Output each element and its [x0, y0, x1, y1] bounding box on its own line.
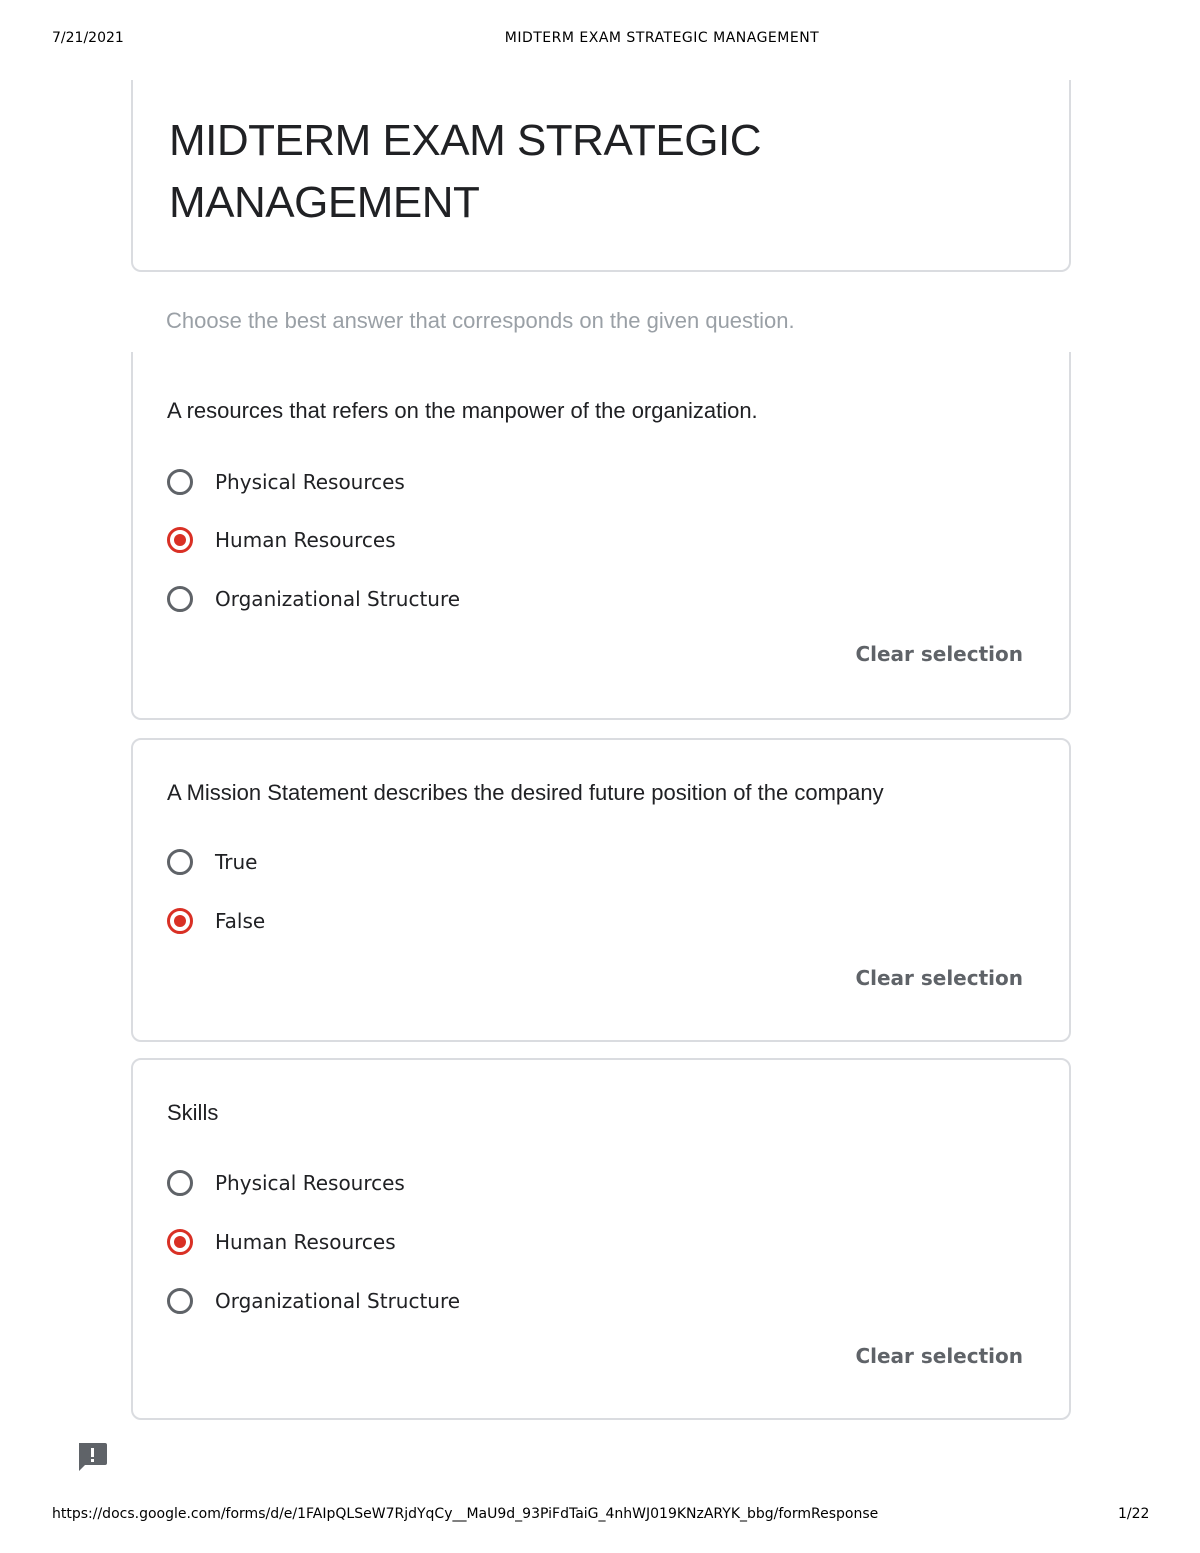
print-url: https://docs.google.com/forms/d/e/1FAIpQLSeW7RjdYqCy__MaU9d_93PiFdTaiG_4nhWJ019KNzARYK_bbg/formResponse: [52, 1506, 879, 1522]
radio-checked-icon[interactable]: [167, 527, 193, 553]
print-date: 7/21/2021: [52, 30, 124, 46]
question-text: A Mission Statement describes the desired future position of the company: [167, 780, 884, 805]
option-label: False: [215, 909, 266, 933]
question-card-3: [131, 1058, 1071, 1420]
option-physical-resources[interactable]: [167, 1166, 405, 1200]
form-title-card: [131, 80, 1071, 272]
form-title-line-1: MIDTERM EXAM STRATEGIC: [169, 116, 761, 165]
form-title: [169, 110, 761, 234]
radio-unchecked-icon[interactable]: [167, 586, 193, 612]
option-label: Organizational Structure: [215, 587, 461, 611]
radio-unchecked-icon[interactable]: [167, 1170, 193, 1196]
print-header: [0, 30, 1200, 50]
radio-unchecked-icon[interactable]: [167, 849, 193, 875]
option-label: Human Resources: [215, 528, 396, 552]
clear-selection-button[interactable]: Clear selection: [855, 1344, 1023, 1368]
option-organizational-structure[interactable]: [167, 582, 460, 616]
option-human-resources[interactable]: [167, 523, 396, 557]
question-card-1: [131, 352, 1071, 720]
radio-unchecked-icon[interactable]: [167, 469, 193, 495]
form-description: Choose the best answer that corresponds on the given question.: [166, 308, 795, 333]
feedback-icon[interactable]: [76, 1441, 108, 1473]
question-card-2: [131, 738, 1071, 1042]
radio-checked-icon[interactable]: [167, 1229, 193, 1255]
option-false[interactable]: [167, 904, 265, 938]
print-page-number: 1/22: [1118, 1506, 1150, 1522]
option-physical-resources[interactable]: [167, 465, 405, 499]
form-title-line-2: MANAGEMENT: [169, 178, 480, 227]
clear-selection-button[interactable]: Clear selection: [855, 642, 1023, 666]
print-title: MIDTERM EXAM STRATEGIC MANAGEMENT: [504, 30, 820, 46]
option-true[interactable]: [167, 845, 257, 879]
option-label: True: [215, 850, 258, 874]
option-label: Physical Resources: [215, 470, 405, 494]
question-text: A resources that refers on the manpower of the organization.: [167, 398, 758, 423]
option-label: Human Resources: [215, 1230, 396, 1254]
question-text: Skills: [167, 1100, 219, 1125]
option-label: Organizational Structure: [215, 1289, 461, 1313]
radio-unchecked-icon[interactable]: [167, 1288, 193, 1314]
option-human-resources[interactable]: [167, 1225, 396, 1259]
clear-selection-button[interactable]: Clear selection: [855, 966, 1023, 990]
radio-checked-icon[interactable]: [167, 908, 193, 934]
option-organizational-structure[interactable]: [167, 1284, 460, 1318]
option-label: Physical Resources: [215, 1171, 405, 1195]
